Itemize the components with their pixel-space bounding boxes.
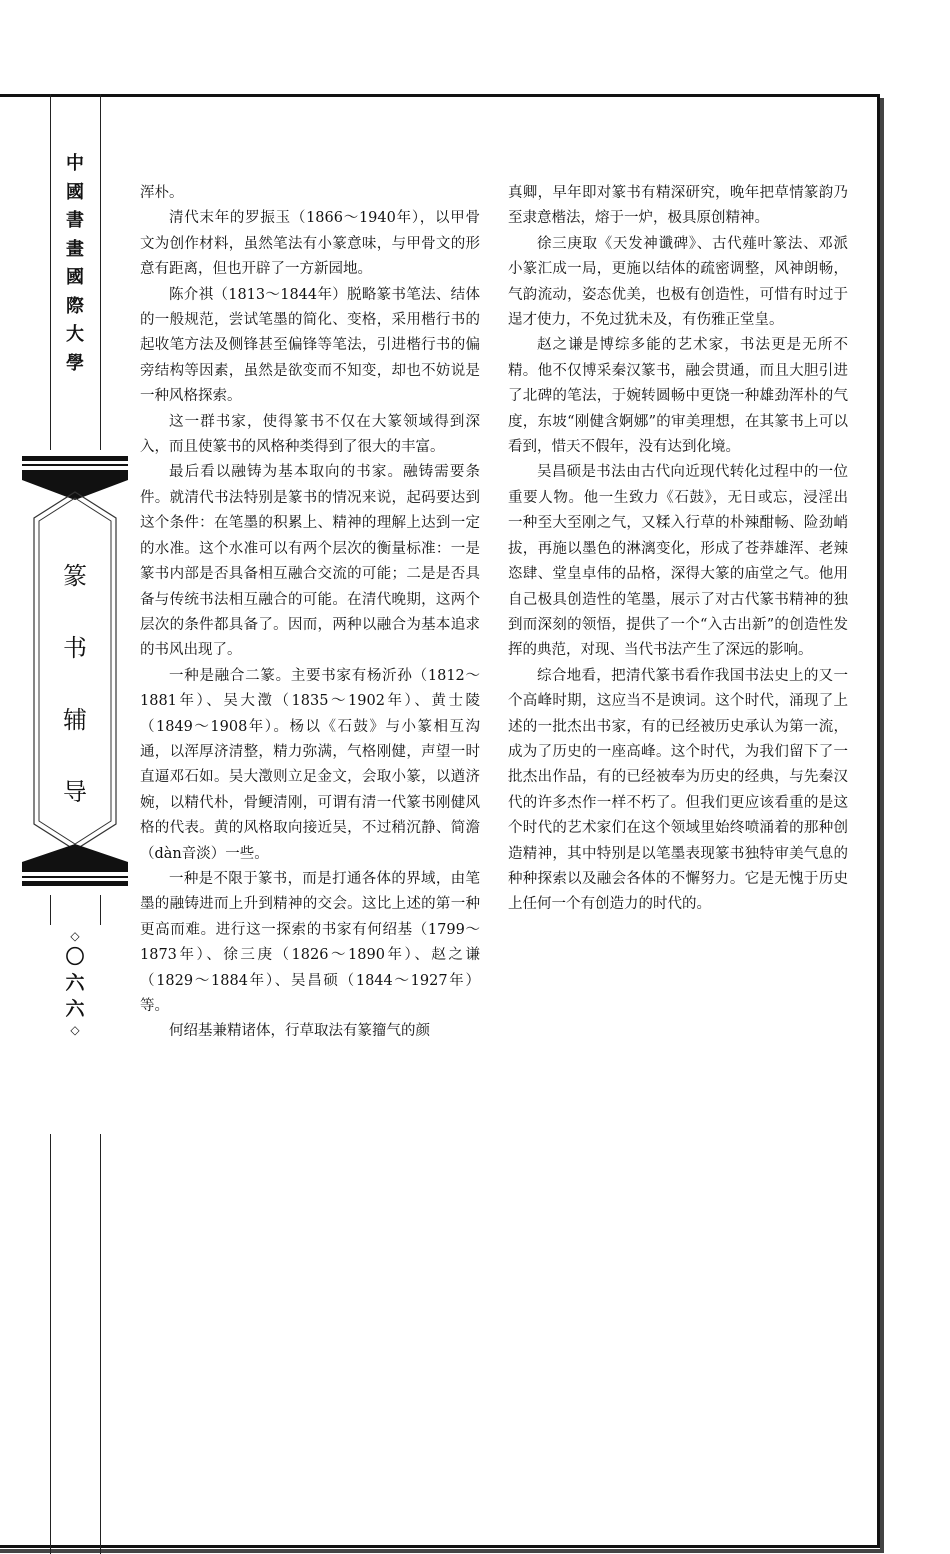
- page-number-char: 六: [65, 998, 85, 1020]
- school-title-char: 中: [66, 153, 84, 174]
- page-number: [60, 928, 90, 1038]
- paragraph: 清代末年的罗振玉（1866～1940年），以甲骨文为创作材料，虽然笔法有小篆意味，与甲骨文的形意有距离，但也开辟了一方新园地。: [140, 210, 480, 278]
- diamond-ornament-bottom: ◇: [70, 1023, 80, 1037]
- paragraph: 陈介祺（1813～1844年）脱略篆书笔法、结体的一般规范，尝试笔墨的简化、变格，采用楷行书的起收笔方法及侧锋甚至偏锋等笔法，引进楷行书的偏旁结构等因素，虽然是欲变而不知变，却也不妨说是一种风格探索。: [140, 286, 480, 405]
- paragraph: 一种是融合二篆。主要书家有杨沂孙（1812～1881年）、吴大澂（1835～1902年）、黄士陵（1849～1908年）。杨以《石鼓》与小篆相互沟通，以浑厚济清整，精力弥满，气格刚健，声望一时直逼邓石如。吴大澂则立足金文，会取小篆，以遒济婉，以精代朴，骨鲠清刚，可谓有清一代篆书刚健风格的代表。黄的风格取向接近吴，不过稍沉静、简澹（dàn音淡）一些。: [140, 667, 480, 862]
- sidebar-rule-right: [100, 94, 101, 450]
- frame-shadow-bottom: [0, 1549, 884, 1553]
- paragraph: 徐三庚取《天发神谶碑》、古代薤叶篆法、邓派小篆汇成一局，更施以结体的疏密调整，风神朗畅，气韵流动，姿态优美，也极有创造性，可惜有时过于逞才使力，不免过犹未及，有伤雅正堂皇。: [508, 235, 848, 329]
- section-title-char: 辅: [63, 706, 87, 734]
- paragraph: 一种是不限于篆书，而是打通各体的界域，由笔墨的融铸进而上升到精神的交会。这比上述的第一种更高而难。进行这一探索的书家有何绍基（1799～1873年）、徐三庚（1826～1890年）、赵之谦（1829～1884年）、吴昌硕（1844～1927年）等。: [140, 870, 480, 1014]
- sidebar-rule-left: [50, 94, 51, 450]
- school-title-char: 大: [66, 324, 84, 345]
- section-title-vertical: [60, 540, 90, 828]
- school-title-vertical: [60, 150, 90, 378]
- paragraph: 最后看以融铸为基本取向的书家。融铸需要条件。就清代书法特别是篆书的情况来说，起码要达到这个条件：在笔墨的积累上、精神的理解上达到一定的水准。这个水准可以有两个层次的衡量标准：一是篆书内部是否具备相互融合交流的可能；二是是否具备与传统书法相互融合的可能。在清代晚期，这两个层次的条件都具备了。因而，两种以融合为基本追求的书风出现了。: [140, 464, 480, 659]
- page-number-chars: [60, 944, 90, 1022]
- page-number-char: 〇: [65, 946, 85, 968]
- sidebar-rule-left-lower: [50, 895, 51, 925]
- text-column-left: [140, 181, 480, 1045]
- diamond-ornament-top: ◇: [70, 929, 80, 943]
- school-title-char: 國: [66, 267, 84, 288]
- paragraph: 吴昌硕是书法由古代向近现代转化过程中的一位重要人物。他一生致力《石鼓》，无日或忘，浸淫出一种至大至刚之气，又糅入行草的朴辣酣畅、险劲峭拔，再施以墨色的淋漓变化，形成了苍莽雄浑、老辣恣肆、堂皇卓伟的品格，深得大篆的庙堂之气。他用自己极具创造性的笔墨，展示了对古代篆书精神的独到而深刻的领悟，提供了一个“入古出新”的创造性发挥的典范，对现、当代书法产生了深远的影响。: [508, 464, 848, 659]
- section-title-char: 导: [63, 778, 87, 806]
- sidebar-rule-left-bottom: [50, 1134, 51, 1554]
- school-title-char: 學: [66, 352, 84, 374]
- paragraph: 何绍基兼精诸体，行草取法有篆籀气的颜: [169, 1023, 430, 1040]
- school-title-char: 際: [66, 295, 84, 317]
- paragraph: 这一群书家，使得篆书不仅在大篆领域得到深入，而且使篆书的风格种类得到了很大的丰富。: [140, 413, 480, 456]
- page-number-char: 六: [65, 972, 85, 994]
- school-title-char: 國: [66, 181, 84, 203]
- section-title-char: 书: [63, 634, 87, 662]
- text-column-right: [508, 181, 848, 918]
- section-title-char: 篆: [63, 562, 87, 590]
- paragraph: 综合地看，把清代篆书看作我国书法史上的又一个高峰时期，这应当不是谀词。这个时代，涌现了上述的一批杰出书家，有的已经被历史承认为第一流，成为了历史的一座高峰。这个时代，为我们留下了一批杰出作品，有的已经被奉为历史的经典，与先秦汉代的许多杰作一样不朽了。但我们更应该看重的是这个时代的艺术家们在这个领域里始终喷涌着的那种创造精神，其中特别是以笔墨表现篆书独特审美气息的种种探索以及融会各体的不懈努力。它是无愧于历史上任何一个有创造力的时代的。: [508, 667, 848, 913]
- school-title-char: 畫: [66, 238, 84, 260]
- paragraph: 赵之谦是博综多能的艺术家，书法更是无所不精。他不仅博采秦汉篆书，融会贯通，而且大胆引进了北碑的笔法，于婉转圆畅中更饶一种雄劲浑朴的气度，东坡“刚健含婀娜”的审美理想，在其篆书上可以看到，惜天不假年，没有达到化境。: [508, 337, 848, 456]
- paragraph: 真卿，早年即对篆书有精深研究，晚年把草情篆韵乃至隶意楷法，熔于一炉，极具原创精神。: [508, 185, 848, 227]
- frame-shadow-right: [880, 98, 884, 1552]
- sidebar-rule-right-bottom: [100, 1134, 101, 1554]
- school-title-char: 書: [66, 210, 84, 231]
- paragraph: 浑朴。: [140, 185, 184, 201]
- sidebar-rule-right-lower: [100, 895, 101, 925]
